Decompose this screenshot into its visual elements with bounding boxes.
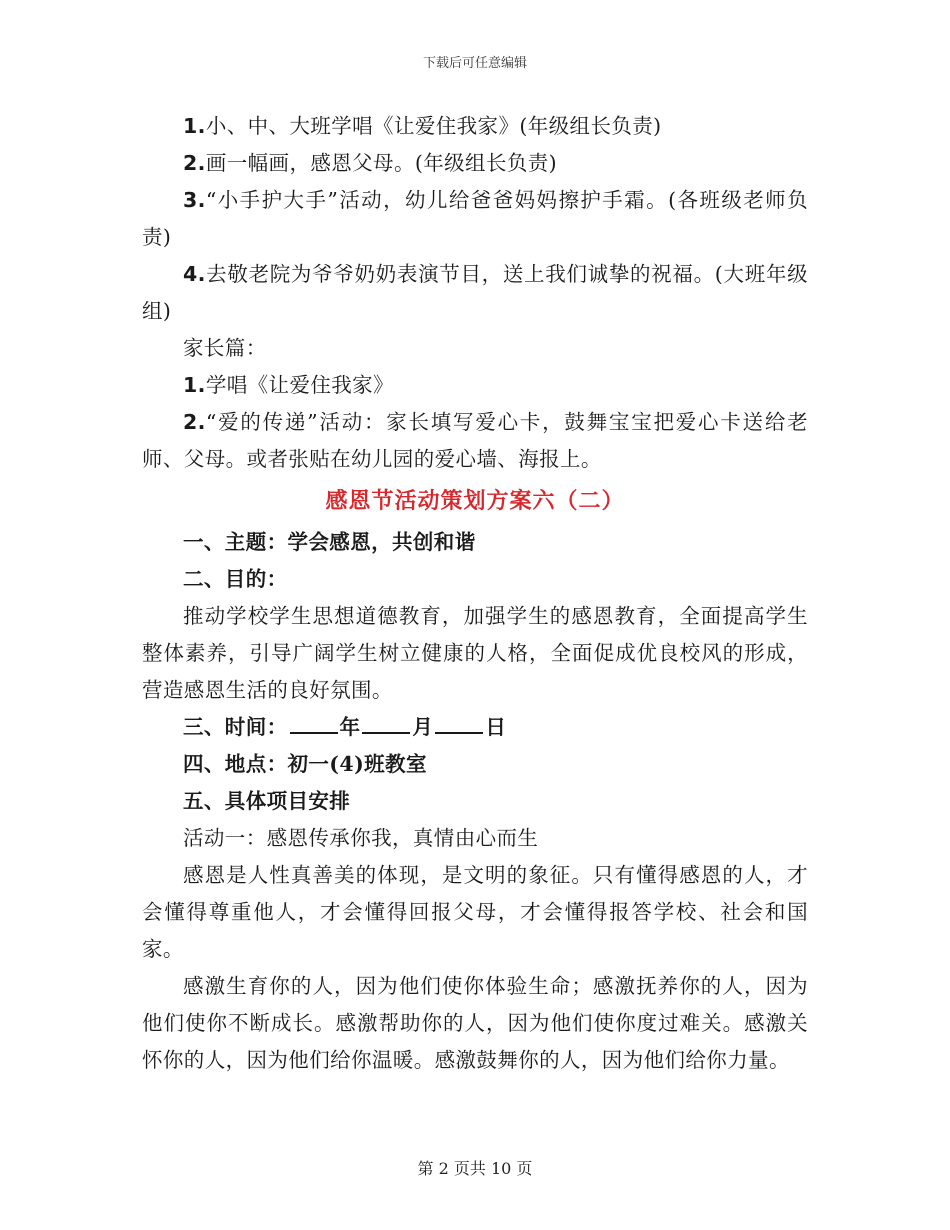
- month-blank: [362, 712, 410, 734]
- year-label: 年: [339, 715, 361, 739]
- item-number: 2.: [183, 151, 206, 175]
- item-text: 小、中、大班学唱《让爱住我家》(年级组长负责): [205, 114, 662, 138]
- parent-section-heading: 家长篇：: [183, 336, 267, 360]
- section-title: 感恩节活动策划方案六（二）: [325, 488, 625, 514]
- list-item: [142, 145, 808, 182]
- day-blank: [435, 712, 483, 734]
- item-number: 4.: [183, 262, 206, 286]
- document-body: [142, 108, 808, 1079]
- item-number: 3.: [183, 188, 206, 212]
- theme-heading: 一、主题：学会感恩，共创和谐: [183, 530, 476, 554]
- item-text: 去敬老院为爷爷奶奶表演节目，送上我们诚挚的祝福。(大班年级组): [142, 262, 808, 323]
- list-item: [142, 367, 808, 404]
- item-number: 2.: [183, 410, 206, 434]
- list-item: [142, 182, 808, 256]
- location-heading: 四、地点：初一(4)班教室: [183, 752, 427, 776]
- page-footer: 第 2 页共 10 页: [417, 1159, 533, 1178]
- gratitude-paragraph: 感恩是人性真善美的体现，是文明的象征。只有懂得感恩的人，才会懂得尊重他人，才会懂得回报父母，才会懂得报答学校、社会和国家。: [142, 863, 808, 961]
- item-text: 学唱《让爱住我家》: [205, 373, 394, 397]
- day-label: 日: [485, 715, 507, 739]
- list-item: [142, 256, 808, 330]
- item-text: 画一幅画，感恩父母。(年级组长负责): [205, 151, 558, 175]
- page-header: 下载后可任意编辑: [422, 56, 527, 71]
- time-label: 三、时间：: [183, 715, 288, 739]
- month-label: 月: [412, 715, 434, 739]
- purpose-paragraph: 推动学校学生思想道德教育，加强学生的感恩教育，全面提高学生整体素养，引导广阔学生树立健康的人格，全面促成优良校风的形成，营造感恩生活的良好氛围。: [142, 604, 808, 702]
- item-text: “爱的传递”活动：家长填写爱心卡，鼓舞宝宝把爱心卡送给老师、父母。或者张贴在幼儿园的爱心墙、海报上。: [142, 410, 808, 471]
- activity-one-title: 活动一：感恩传承你我，真情由心而生: [183, 826, 539, 850]
- item-number: 1.: [183, 373, 206, 397]
- item-text: “小手护大手”活动，幼儿给爸爸妈妈擦护手霜。(各班级老师负责): [142, 188, 808, 249]
- list-item: [142, 108, 808, 145]
- thanks-paragraph: 感激生育你的人，因为他们使你体验生命；感激抚养你的人，因为他们使你不断成长。感激帮助你的人，因为他们使你度过难关。感激关怀你的人，因为他们给你温暖。感激鼓舞你的人，因为他们给你力量。: [142, 974, 808, 1072]
- item-number: 1.: [183, 114, 206, 138]
- list-item: [142, 404, 808, 478]
- time-heading: [142, 709, 808, 746]
- year-blank: [290, 712, 338, 734]
- schedule-heading: 五、具体项目安排: [183, 789, 351, 813]
- purpose-heading: 二、目的：: [183, 567, 288, 591]
